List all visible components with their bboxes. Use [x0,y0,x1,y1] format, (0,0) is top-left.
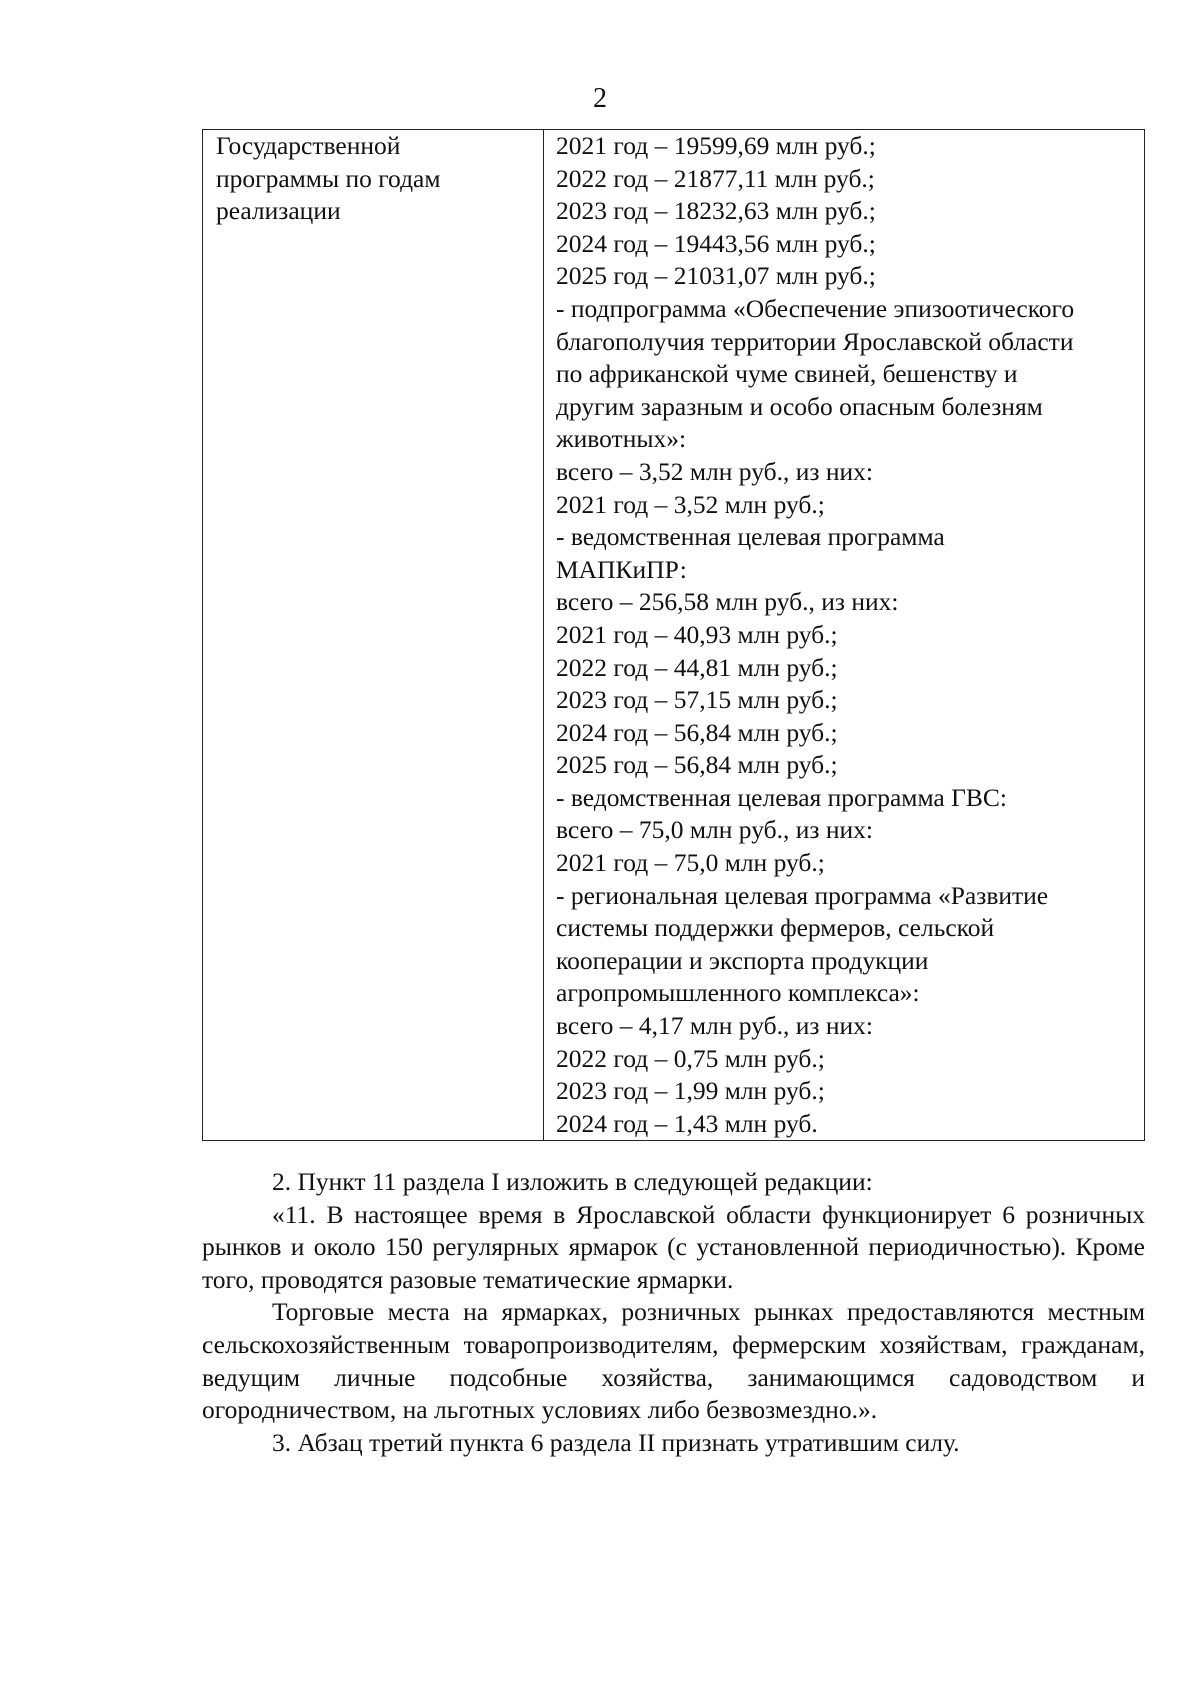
table-value-line: - ведомственная целевая программа ГВС: [556,782,1007,812]
table-value-line: всего – 3,52 млн руб., из них: [556,456,873,486]
table-value-line: всего – 4,17 млн руб., из них: [556,1011,873,1041]
table-value-line: - ведомственная целевая программа [556,522,945,552]
table-cell-label [203,130,544,1141]
table-label-line: Государственной [216,131,401,160]
table-value-line: по африканской чуме свиней, бешенству и [556,359,1018,389]
table-value-line: кооперации и экспорта продукции [556,945,929,975]
paragraph-item-3: 3. Абзац третий пункта 6 раздела II признать утратившим силу. [272,1427,960,1457]
funding-table [202,129,1145,1141]
table-value-line: благополучия территории Ярославской области [556,326,1074,356]
table-value-line: системы поддержки фермеров, сельской [556,913,995,943]
table-value-line: 2022 год – 44,81 млн руб.; [556,652,838,682]
paragraph-item-2: 2. Пункт 11 раздела I изложить в следующей редакции: [272,1167,873,1196]
table-value-line: 2021 год – 75,0 млн руб.; [556,848,825,878]
paragraph-trading-places: Торговые места на ярмарках, розничных рынках предоставляются местным сельскохозяйственным товаропроизводителям, фермерским хозяйствам, гражданам, ведущим личные подсобные хозяйства, занимающимся садоводством и огородничеством, на льготных условиях либо безвозмездно.». [202,1297,1145,1425]
table-value-line: - региональная целевая программа «Развитие [556,880,1049,910]
table-value-line: 2021 год – 3,52 млн руб.; [556,489,825,519]
table-label-line: реализации [216,196,341,226]
table-value-line: 2024 год – 56,84 млн руб.; [556,717,838,747]
table-value-line: 2025 год – 21031,07 млн руб.; [556,261,876,291]
amendment-text [202,1166,1145,1459]
table-value-line: всего – 256,58 млн руб., из них: [556,587,899,617]
table-value-line: агропромышленного комплекса»: [556,978,920,1008]
table-value-line: 2024 год – 1,43 млн руб. [556,1108,818,1138]
table-cell-values [544,130,1145,1141]
table-value-line: 2023 год – 1,99 млн руб.; [556,1076,825,1106]
table-value-line: животных»: [556,424,687,454]
table-value-line: 2021 год – 19599,69 млн руб.; [556,131,876,160]
table-row [203,130,1145,1141]
table-value-line: 2024 год – 19443,56 млн руб.; [556,228,876,258]
table-value-line: МАПКиПР: [556,554,687,584]
table-value-line: 2023 год – 18232,63 млн руб.; [556,196,876,226]
table-label-line: программы по годам [216,163,441,193]
table-value-line: 2022 год – 21877,11 млн руб.; [556,163,875,193]
table-value-line: 2021 год – 40,93 млн руб.; [556,619,838,649]
table-value-line: другим заразным и особо опасным болезням [556,391,1043,421]
table-value-line: всего – 75,0 млн руб., из них: [556,815,873,845]
table-value-line: - подпрограмма «Обеспечение эпизоотического [556,293,1075,323]
table-value-line: 2023 год – 57,15 млн руб.; [556,685,838,715]
table-value-line: 2022 год – 0,75 млн руб.; [556,1043,825,1073]
table-value-line: 2025 год – 56,84 млн руб.; [556,750,838,780]
paragraph-point-11: «11. В настоящее время в Ярославской области функционирует 6 розничных рынков и около 150 регулярных ярмарок (с установленной периодичностью). Кроме того, проводятся разовые тематические ярмарки. [202,1199,1145,1294]
page-number: 2 [593,83,607,114]
